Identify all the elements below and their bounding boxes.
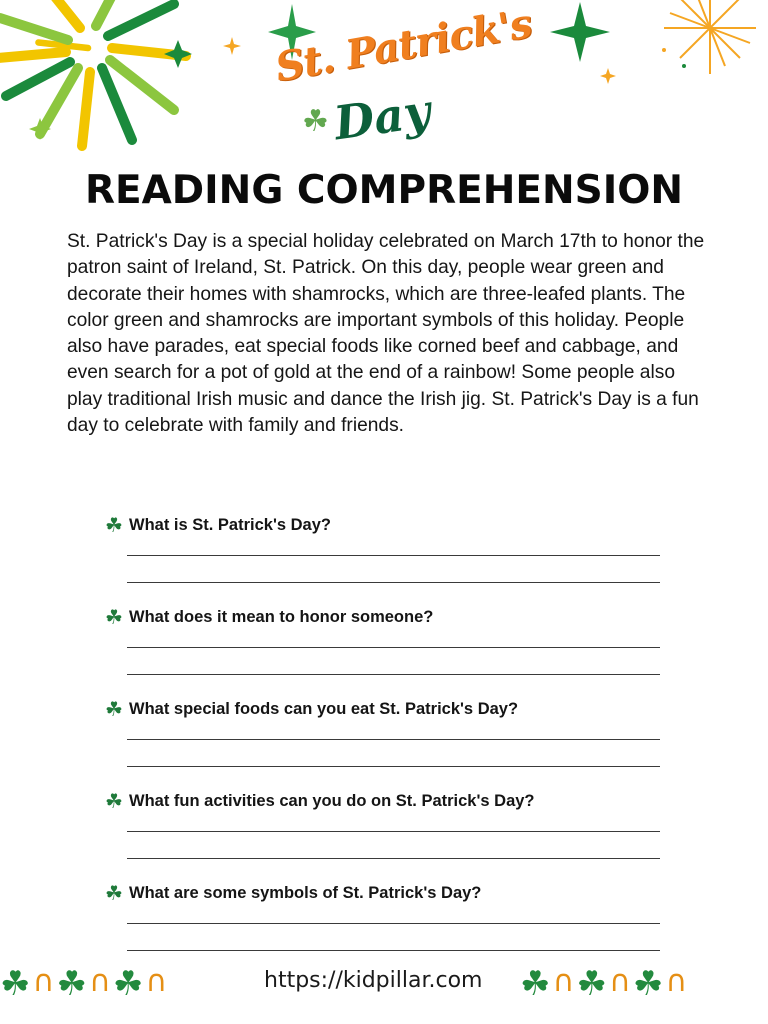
answer-line[interactable] <box>127 950 660 951</box>
answer-line[interactable] <box>127 766 660 767</box>
footer-decoration-left <box>0 964 167 1004</box>
answer-line[interactable] <box>127 858 660 859</box>
question-text: What is St. Patrick's Day? <box>129 515 331 534</box>
question-item <box>103 604 663 696</box>
shamrock-icon: ☘ <box>105 697 123 721</box>
question-text: What fun activities can you do on St. Patrick's Day? <box>129 791 535 810</box>
shamrock-icon: ☘ <box>105 881 123 905</box>
question-text: What are some symbols of St. Patrick's Day? <box>129 883 482 902</box>
shamrock-icon: ☘ <box>105 605 123 629</box>
logo-title-line2: Day <box>330 83 434 151</box>
shamrock-icon: ☘ <box>632 964 664 1004</box>
horseshoe-icon: ∩ <box>32 964 55 999</box>
question-text: What special foods can you eat St. Patrick's Day? <box>129 699 519 718</box>
st-patricks-day-logo <box>262 0 535 164</box>
fireworks-burst-decoration <box>0 0 200 160</box>
question-item <box>103 512 663 604</box>
horseshoe-icon: ∩ <box>665 964 688 999</box>
horseshoe-icon: ∩ <box>552 964 575 999</box>
shamrock-icon: ☘ <box>576 964 607 1004</box>
answer-line[interactable] <box>127 674 660 675</box>
shamrock-icon: ☘ <box>56 964 87 1004</box>
shamrock-icon: ☘ <box>520 964 551 1004</box>
page-title: READING COMPREHENSION <box>84 168 684 213</box>
answer-line[interactable] <box>127 831 660 832</box>
sparkle-star-orange <box>222 36 242 56</box>
question-item <box>103 696 663 788</box>
shamrock-icon: ☘ <box>0 964 31 1004</box>
question-item <box>103 788 663 880</box>
answer-line[interactable] <box>127 923 660 924</box>
horseshoe-icon: ∩ <box>608 964 631 999</box>
reading-passage: St. Patrick's Day is a special holiday celebrated on March 17th to honor the patron saint of Ireland, St. Patrick. On this day, people wear green and decorate their homes with shamrocks, which are three-leafed plants. The color green and shamrocks are important symbols of this holiday. People also have parades, eat special foods like corned beef and cabbage, and even search for a pot of gold at the end of a rainbow! Some people also play traditional Irish music and dance the Irish jig. St. Patrick's Day is a fun day to celebrate with family and friends. <box>67 231 705 437</box>
shamrock-icon: ☘ <box>105 789 123 813</box>
question-item <box>103 880 663 972</box>
shamrock-icon: ☘ <box>112 964 144 1004</box>
website-link[interactable]: https://kidpillar.com <box>264 968 483 993</box>
logo-title-line1: St. Patrick's <box>271 0 535 92</box>
footer-decoration-right <box>520 964 687 1004</box>
answer-line[interactable] <box>127 739 660 740</box>
footer <box>0 962 768 1012</box>
answer-line[interactable] <box>127 582 660 583</box>
question-text: What does it mean to honor someone? <box>129 607 434 626</box>
answer-line[interactable] <box>127 647 660 648</box>
shamrock-icon: ☘ <box>105 513 123 537</box>
horseshoe-icon: ∩ <box>88 964 111 999</box>
answer-line[interactable] <box>127 555 660 556</box>
shamrock-icon: ☘ <box>302 104 329 139</box>
question-list <box>103 512 663 972</box>
horseshoe-icon: ∩ <box>145 964 168 999</box>
